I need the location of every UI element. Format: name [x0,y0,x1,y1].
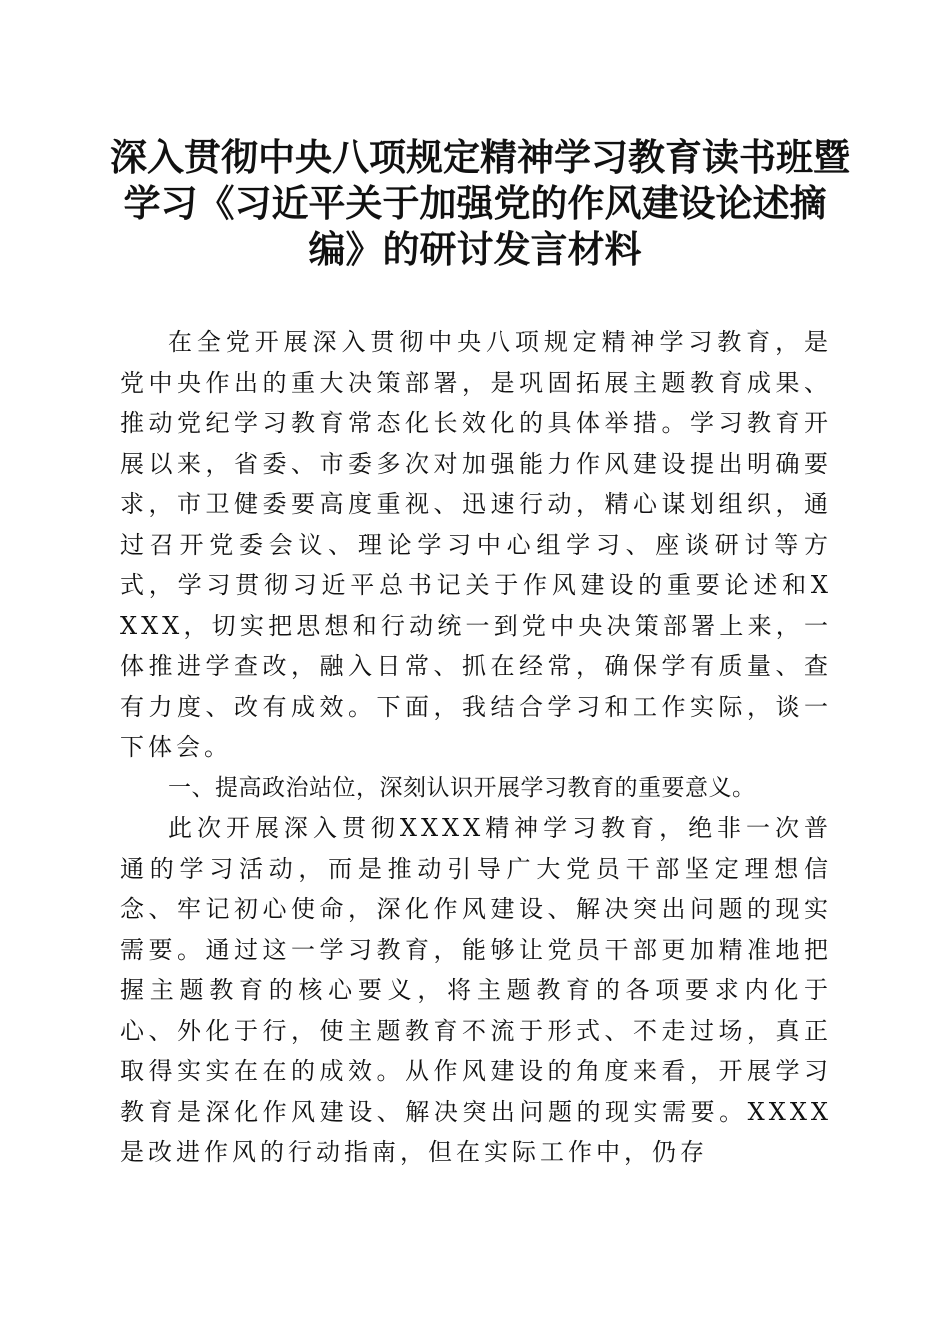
section-heading: 一、提高政治站位，深刻认识开展学习教育的重要意义。 [168,774,756,801]
title-line-2: 学习《习近平关于加强党的作风建设论述摘 [123,181,827,225]
document-body [120,322,832,1173]
title-line-1: 深入贯彻中央八项规定精神学习教育读书班暨 [110,135,850,179]
section-paragraph: 此次开展深入贯彻XXXX精神学习教育，绝非一次普通的学习活动，而是推动引导广大党员干部坚定理想信念、牢记初心使命，深化作风建设、解决突出问题的现实需要。通过这一学习教育，能够让党员干部更加精准地把握主题教育的核心要义，将主题教育的各项要求内化于心、外化于行，使主题教育不流于形式、不走过场，真正取得实实在在的成效。从作风建设的角度来看，开展学习教育是深化作风建设、解决突出问题的现实需要。XXXX是改进作风的行动指南，但在实际工作中，仍存 [120,814,832,1166]
title-line-3: 编》的研讨发言材料 [308,227,642,271]
intro-paragraph: 在全党开展深入贯彻中央八项规定精神学习教育，是党中央作出的重大决策部署，是巩固拓展主题教育成果、推动党纪学习教育常态化长效化的具体举措。学习教育开展以来，省委、市委多次对加强能力作风建设提出明确要求，市卫健委要高度重视、迅速行动，精心谋划组织，通过召开党委会议、理论学习中心组学习、座谈研讨等方式，学习贯彻习近平总书记关于作风建设的重要论述和XXXX，切实把思想和行动统一到党中央决策部署上来，一体推进学查改，融入日常、抓在经常，确保学有质量、查有力度、改有成效。下面，我结合学习和工作实际，谈一下体会。 [120,328,832,761]
document-title [110,134,850,272]
